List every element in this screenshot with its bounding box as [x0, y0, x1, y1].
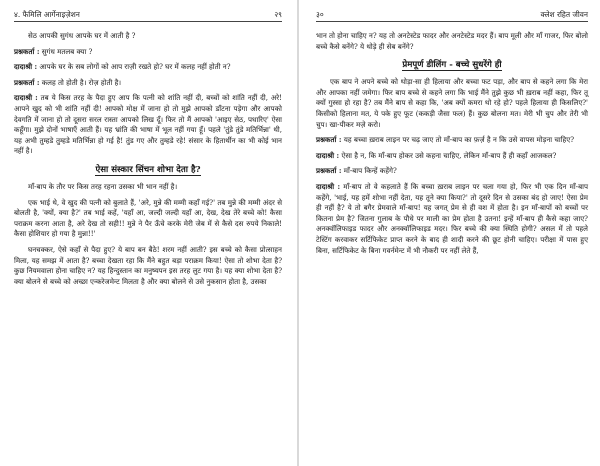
right-section-heading [316, 59, 588, 71]
book-gutter [297, 0, 299, 466]
right-answer-2 [316, 182, 588, 256]
left-paragraph-4: घनचक्कर, ऐसे कहाँ से पैदा हुए? ये बाप बन बैठे! शरम नहीं आती? इस बच्चे को कैसा प्रोत्साहन मिला, यह समझ में आता है? बच्चा देखता रहा कि मैंने बहुत बड़ा पराक्रम किया! ऐसा तो शोभा देता है? कुछ नियमवाला होना चाहिए न? यह हिन्दुस्तान का मनुष्यपन इस तरह लुट गया है। यह क्या शोभा देता है? क्या बोलने से बच्चे को अच्छा एन्करेजमेन्ट मिलता है और क्या बोलने से उसे नुकसान होता है, उसका [14, 244, 282, 286]
dialogue-text: तब ये किस तरह के पैदा हुए आप कि पत्नी को शांति नहीं दी, बच्चों को शांति नहीं दी, अरे! आपने खुद को भी शांति नहीं दी! आपको मोक्ष में जाना हो तो मुझे आपको डाँटना पड़ेगा और आपको देवगति में जाना हो तो दूसरा सरल रास्ता आपको लिख दूँ। फिर तो मैं आपको 'आइए सेठ, पधारिए' ऐसा कहूँगा। मुझे दोनों भाषाएँ आती हैं। यह भ्रांति की भाषा में भूल नहीं गया हूँ। पहले 'तुंडे तुंडे मतिर्भिन्ना' थी, यह अभी तुम्हडे तुम्हडे मतिर्भिन्ना हो गई है! तुंड गए और तुम्हडे रहे! संसार के हितार्थीन का भी कोई भान नहीं है। [14, 93, 282, 156]
right-page-number: ३० [316, 10, 324, 19]
left-paragraph-1: सेठ आपकी सुगंध आपके घर में आती है ? [28, 31, 136, 40]
speaker-label: प्रश्नकर्ता : [14, 77, 40, 87]
dialogue-text: सुगंध मतलब क्या ? [41, 46, 93, 56]
left-page [0, 0, 296, 466]
left-section-heading [14, 164, 282, 176]
dialogue-text: ऐसा है न, कि माँ-बाप होकर उसे कहना चाहिए, लेकिन माँ-बाप हैं ही कहाँ आजकल? [341, 150, 557, 160]
left-running-header [14, 10, 282, 22]
right-answer-1 [316, 151, 588, 162]
right-running-header [316, 10, 588, 22]
speaker-label: प्रश्नकर्ता : [316, 166, 342, 176]
speaker-label: प्रश्नकर्ता : [316, 135, 342, 145]
speaker-label: दादाश्री : [316, 181, 341, 191]
dialogue-text: आपके घर के सब लोगों को आप राज़ी रखते हो? घर में कलह नहीं होती न? [39, 62, 231, 72]
right-paragraph-1: भान तो होना चाहिए न? यह तो अनटेस्टेड फादर और अनटेस्टेड मदर हैं। बाप मूली और माँ गाजर, फिर बोलो बच्चे कैसे बनेंगे? ये थोड़े ही सेब बनेंगे? [316, 31, 588, 51]
right-header-title: क्लेश रहित जीवन [540, 10, 588, 19]
speaker-label: प्रश्नकर्ता : [14, 46, 40, 56]
dialogue-text: माँ-बाप तो वे कहलाते हैं कि बच्चा ख़राब लाइन पर चला गया हो, फिर भी एक दिन माँ-बाप कहेंगे, 'भाई, यह हमें शोभा नहीं देता, यह तूने क्या किया?' तो दूसरे दिन से उसका बंद हो जाए! ऐसा प्रेम ही नहीं है? ये तो बगैर प्रेमवाले माँ-बाप! यह जगत् प्रेम से ही वश में होता है। इन माँ-बापों को बच्चों पर कितना प्रेम है? जितना गुलाब के पौधे पर माली का प्रेम होता है उतना! इन्हें माँ-बाप ही कैसे कहा जाए? अनक्वॉलिफाइड फादर और अनक्वॉलिफाइड मदर। फिर बच्चे की क्या स्थिति होगी? असल में तो पहले टेस्टिंग करवाकर सर्टिफिकेट प्राप्त करने के बाद ही शादी करने की छूट होनी चाहिए। परीक्षा में पास हुए बिना, सर्टिफिकेट के बिना गवर्नमेन्ट में भी नौकरी पर नहीं लेते हैं, [316, 181, 588, 255]
right-paragraph-2: एक बाप ने अपने बच्चे को थोड़ा-सा ही हिलाया और बच्चा फट पड़ा, और बाप से कहने लगा कि मेरा और आपका नहीं जमेगा। फिर बाप बच्चे से कहने लगा कि भाई मैंने तुझे कुछ भी ख़राब नहीं कहा, फिर तू क्यों गुस्सा हो रहा है? तब मैंने बाप से कहा कि, 'अब क्यों कमरा थो रहे हो? पहले हिलाया ही किसलिए?' किसीको हिलाना मत, ये पके हुए फूट (ककड़ी जैसा फल) हैं। कुछ बोलना मत। मेरी भी चुप और तेरी भी चुप। खा-पीकर मज़े करो। [316, 77, 588, 129]
left-question-1 [14, 47, 282, 58]
speaker-label: दादाश्री : [14, 62, 38, 72]
speaker-label: दादाश्री : [14, 93, 38, 103]
dialogue-text: यह बच्चा ख़राब लाइन पर चढ़ जाए तो माँ-बाप का फ़र्ज़ है न कि उसे वापस मोड़ना चाहिए? [343, 135, 575, 145]
dialogue-text: कलह तो होती है। रोज़ होती है। [41, 77, 122, 87]
right-question-1 [316, 135, 588, 146]
left-answer-1 [14, 62, 282, 73]
speaker-label: दादाश्री : [316, 150, 340, 160]
section-title-text: प्रेमपूर्ण डीलिंग - बच्चे सुधरेंगे ही [402, 60, 502, 71]
section-title-text: ऐसा संस्कार सिंचन शोभा देता है? [95, 164, 201, 175]
right-question-2 [316, 166, 588, 177]
left-question-2 [14, 78, 282, 89]
left-paragraph-3: एक भाई थे, वे खुद की पत्नी को बुलाते हैं, 'अरे, मुन्ने की मम्मी कहाँ गई?' तब मुन्ने की मम्मी अंदर से बोलती है, 'क्यों, क्या है?' तब भाई कहें, 'यहाँ आ, जल्दी जल्दी यहाँ आ, देख, देख तेरे बच्चे को! कैसा पराक्रम करना आता है, अरे देख तो सही!! मुन्ने ने पैर ऊँचे करके मेरी जेब में से कैसे दस रुपये निकाले! कैसा होशियार हो गया है मुन्ना!!' [14, 197, 282, 239]
left-answer-2 [14, 93, 282, 157]
right-page [300, 0, 600, 466]
dialogue-text: माँ-बाप किन्हें कहेंगे? [343, 166, 397, 176]
left-paragraph-2: माँ-बाप के तौर पर किस तरह रहना उसका भी भान नहीं है। [28, 181, 178, 191]
left-page-number: २९ [274, 10, 282, 19]
left-header-title: ४. फैमिलि आर्गेनाइज़ेशन [14, 10, 80, 19]
